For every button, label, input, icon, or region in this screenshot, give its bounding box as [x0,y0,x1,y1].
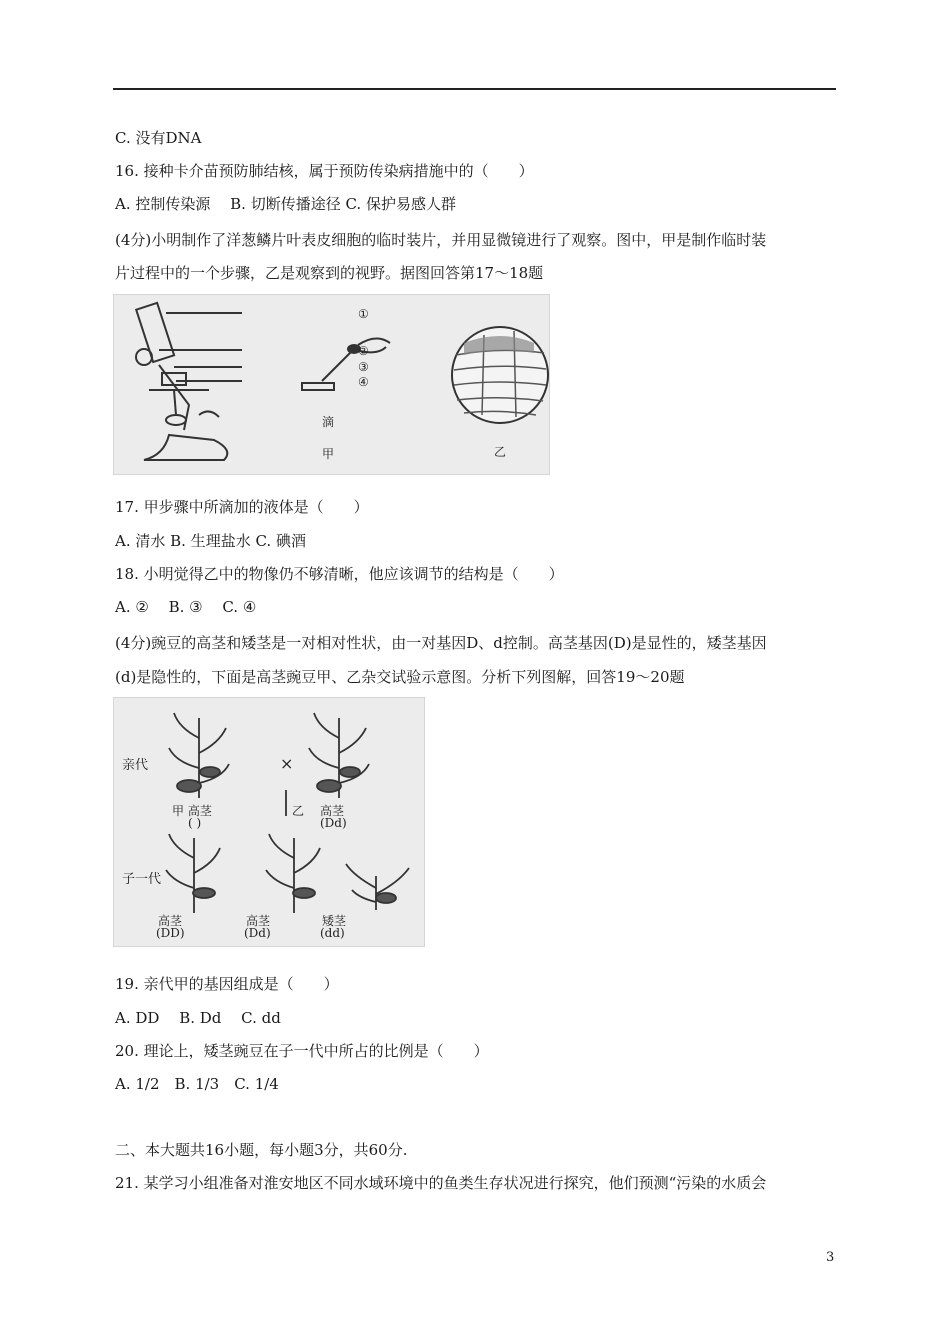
parent-jia-genotype: ( ) [188,816,202,830]
parent-jia-label: 甲 高茎 [172,804,212,818]
question-21: 21. 某学习小组准备对淮安地区不同水域环境中的鱼类生存状况进行探究，他们预测“污染的水质会 [115,1174,767,1192]
jia-label: 甲 [322,447,335,461]
intro-19-20-line2: (d)是隐性的，下面是高茎豌豆甲、乙杂交试验示意图。分析下列图解，回答19～20题 [115,668,685,686]
parent-yi-genotype: (Dd) [320,816,347,830]
options-18: A. ② B. ③ C. ④ [115,598,257,616]
marker-1: ① [358,307,369,321]
options-17: A. 清水 B. 生理盐水 C. 碘酒 [115,532,306,550]
offspring-1-genotype: (DD) [156,926,185,940]
intro-19-20-line1: (4分)豌豆的高茎和矮茎是一对相对性状，由一对基因D、d控制。高茎基因(D)是显性的，矮茎基因 [115,634,767,652]
offspring-label: 子一代 [122,872,162,887]
question-20: 20. 理论上，矮茎豌豆在子一代中所占的比例是（ ） [115,1042,489,1060]
marker-3: ③ [358,360,369,374]
yi-char: 乙 [292,804,305,818]
offspring-3-genotype: (dd) [320,926,345,940]
question-16: 16. 接种卡介苗预防肺结核，属于预防传染病措施中的（ ） [115,162,534,180]
options-16: A. 控制传染源 B. 切断传播途径 C. 保护易感人群 [115,195,456,213]
offspring-2-genotype: (Dd) [244,926,271,940]
question-17: 17. 甲步骤中所滴加的液体是（ ） [115,498,369,516]
question-19: 19. 亲代甲的基因组成是（ ） [115,975,339,993]
offspring-2-trait: 高茎 [246,914,271,928]
options-20: A. 1/2 B. 1/3 C. 1/4 [115,1075,279,1093]
marker-4: ④ [358,375,369,389]
page-number: 3 [826,1250,835,1265]
marker-2: ② [358,344,369,358]
offspring-1-trait: 高茎 [158,914,183,928]
question-18: 18. 小明觉得乙中的物像仍不够清晰，他应该调节的结构是（ ） [115,565,564,583]
parent-label: 亲代 [122,758,149,773]
intro-17-18-line2: 片过程中的一个步骤，乙是观察到的视野。据图回答第17～18题 [115,264,544,282]
intro-17-18-line1: (4分)小明制作了洋葱鳞片叶表皮细胞的临时装片，并用显微镜进行了观察。图中，甲是制作临时装 [115,231,767,249]
parent-yi-label: 高茎 [320,804,345,818]
figure-pea-cross-drawing [114,698,426,948]
offspring-3-trait: 矮茎 [322,914,347,928]
option-c-15: C. 没有DNA [115,129,202,147]
figure-pea-cross [113,697,425,947]
cross-symbol: × [280,754,294,773]
yi-label: 乙 [494,445,507,459]
drip-label: 滴 [322,415,335,429]
options-19: A. DD B. Dd C. dd [115,1009,281,1027]
section-two-heading: 二、本大题共16小题，每小题3分，共60分. [115,1141,408,1159]
header-rule [113,88,836,90]
figure-microscope [113,294,550,475]
